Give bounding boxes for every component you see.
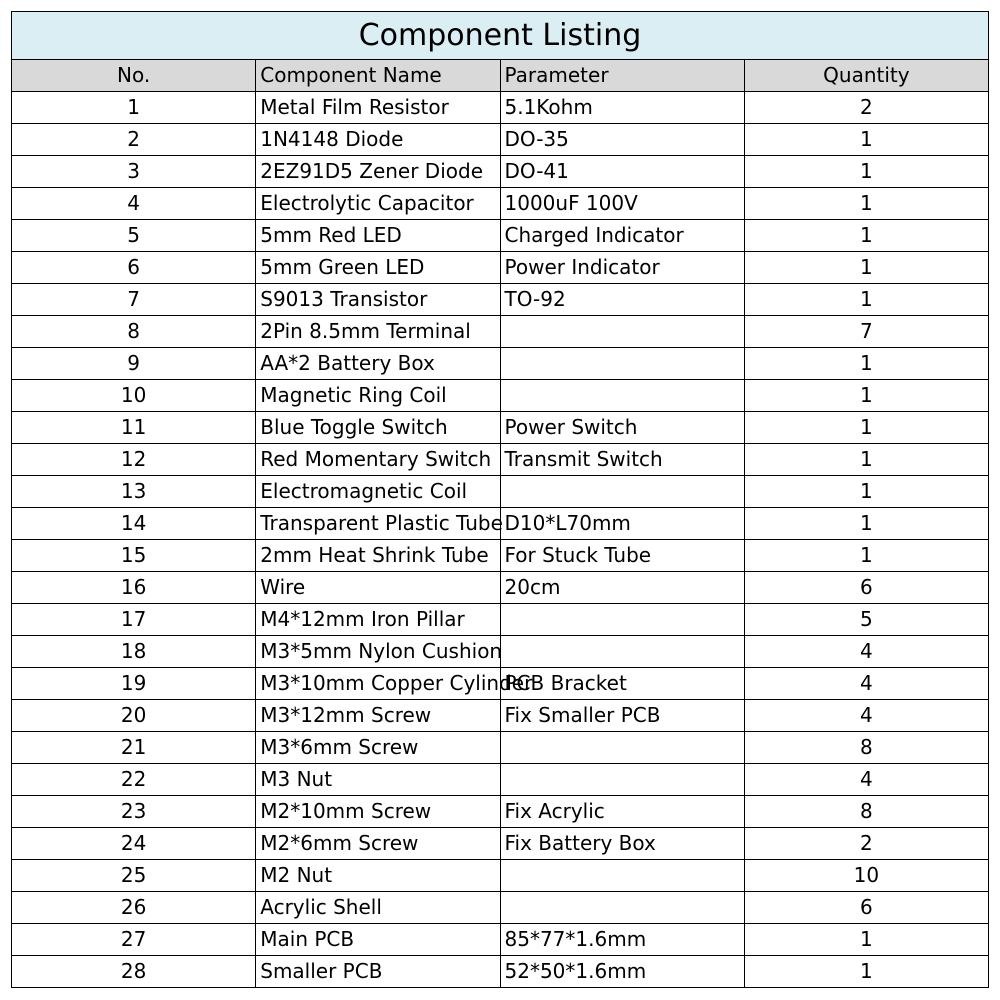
cell-component-name: Wire: [256, 572, 500, 604]
cell-quantity: 4: [744, 700, 988, 732]
cell-no: 5: [12, 220, 256, 252]
cell-component-name: M3*6mm Screw: [256, 732, 500, 764]
cell-no: 21: [12, 732, 256, 764]
table-row: [12, 764, 989, 796]
cell-quantity: 6: [744, 572, 988, 604]
cell-component-name: M4*12mm Iron Pillar: [256, 604, 500, 636]
table-row: [12, 668, 989, 700]
cell-parameter: 1000uF 100V: [500, 188, 744, 220]
component-listing-table: [11, 11, 989, 988]
cell-quantity: 1: [744, 540, 988, 572]
cell-no: 11: [12, 412, 256, 444]
table-row: [12, 796, 989, 828]
cell-no: 19: [12, 668, 256, 700]
cell-no: 13: [12, 476, 256, 508]
cell-no: 4: [12, 188, 256, 220]
table-row: [12, 284, 989, 316]
cell-quantity: 1: [744, 220, 988, 252]
table-row: [12, 540, 989, 572]
cell-parameter: PCB Bracket: [500, 668, 744, 700]
cell-quantity: 5: [744, 604, 988, 636]
cell-no: 24: [12, 828, 256, 860]
cell-component-name: Transparent Plastic Tube: [256, 508, 500, 540]
cell-no: 12: [12, 444, 256, 476]
component-listing-sheet: [11, 11, 989, 988]
cell-no: 20: [12, 700, 256, 732]
table-row: [12, 124, 989, 156]
cell-no: 14: [12, 508, 256, 540]
table-row: [12, 860, 989, 892]
column-header-parameter: Parameter: [500, 60, 744, 92]
header-row: [12, 60, 989, 92]
cell-quantity: 1: [744, 188, 988, 220]
cell-parameter: 52*50*1.6mm: [500, 956, 744, 988]
cell-component-name: M2 Nut: [256, 860, 500, 892]
table-row: [12, 316, 989, 348]
table-row: [12, 188, 989, 220]
cell-parameter: [500, 732, 744, 764]
table-row: [12, 572, 989, 604]
cell-parameter: 5.1Kohm: [500, 92, 744, 124]
cell-no: 17: [12, 604, 256, 636]
cell-parameter: [500, 604, 744, 636]
table-row: [12, 252, 989, 284]
cell-quantity: 2: [744, 828, 988, 860]
cell-no: 7: [12, 284, 256, 316]
table-row: [12, 156, 989, 188]
cell-no: 16: [12, 572, 256, 604]
cell-component-name: M3*10mm Copper Cylinder: [256, 668, 500, 700]
cell-parameter: TO-92: [500, 284, 744, 316]
cell-parameter: Power Switch: [500, 412, 744, 444]
cell-component-name: S9013 Transistor: [256, 284, 500, 316]
cell-parameter: [500, 380, 744, 412]
cell-parameter: 85*77*1.6mm: [500, 924, 744, 956]
cell-component-name: 1N4148 Diode: [256, 124, 500, 156]
cell-quantity: 1: [744, 252, 988, 284]
cell-quantity: 4: [744, 668, 988, 700]
cell-parameter: [500, 316, 744, 348]
table-row: [12, 956, 989, 988]
table-row: [12, 604, 989, 636]
cell-parameter: Power Indicator: [500, 252, 744, 284]
cell-quantity: 7: [744, 316, 988, 348]
cell-quantity: 8: [744, 732, 988, 764]
column-header-no: No.: [12, 60, 256, 92]
table-row: [12, 732, 989, 764]
cell-no: 25: [12, 860, 256, 892]
cell-parameter: For Stuck Tube: [500, 540, 744, 572]
cell-component-name: Main PCB: [256, 924, 500, 956]
cell-no: 27: [12, 924, 256, 956]
table-row: [12, 636, 989, 668]
cell-quantity: 1: [744, 156, 988, 188]
table-row: [12, 92, 989, 124]
cell-no: 2: [12, 124, 256, 156]
cell-quantity: 1: [744, 124, 988, 156]
cell-component-name: Red Momentary Switch: [256, 444, 500, 476]
cell-component-name: M2*10mm Screw: [256, 796, 500, 828]
cell-quantity: 1: [744, 380, 988, 412]
cell-parameter: Charged Indicator: [500, 220, 744, 252]
cell-no: 6: [12, 252, 256, 284]
cell-component-name: Electrolytic Capacitor: [256, 188, 500, 220]
cell-no: 15: [12, 540, 256, 572]
cell-component-name: Blue Toggle Switch: [256, 412, 500, 444]
cell-component-name: 5mm Red LED: [256, 220, 500, 252]
cell-quantity: 1: [744, 284, 988, 316]
column-header-quantity: Quantity: [744, 60, 988, 92]
cell-no: 1: [12, 92, 256, 124]
cell-component-name: 5mm Green LED: [256, 252, 500, 284]
cell-parameter: Fix Acrylic: [500, 796, 744, 828]
cell-component-name: 2Pin 8.5mm Terminal: [256, 316, 500, 348]
cell-parameter: [500, 348, 744, 380]
table-row: [12, 508, 989, 540]
cell-component-name: AA*2 Battery Box: [256, 348, 500, 380]
cell-no: 8: [12, 316, 256, 348]
cell-parameter: [500, 860, 744, 892]
cell-component-name: 2mm Heat Shrink Tube: [256, 540, 500, 572]
title-row: [12, 12, 989, 60]
cell-quantity: 1: [744, 444, 988, 476]
cell-quantity: 10: [744, 860, 988, 892]
cell-component-name: Smaller PCB: [256, 956, 500, 988]
cell-parameter: Fix Smaller PCB: [500, 700, 744, 732]
cell-no: 18: [12, 636, 256, 668]
table-row: [12, 220, 989, 252]
cell-parameter: Fix Battery Box: [500, 828, 744, 860]
cell-parameter: [500, 476, 744, 508]
cell-component-name: 2EZ91D5 Zener Diode: [256, 156, 500, 188]
cell-parameter: D10*L70mm: [500, 508, 744, 540]
cell-parameter: DO-41: [500, 156, 744, 188]
cell-component-name: Electromagnetic Coil: [256, 476, 500, 508]
cell-quantity: 4: [744, 636, 988, 668]
cell-quantity: 1: [744, 956, 988, 988]
table-row: [12, 828, 989, 860]
cell-component-name: Magnetic Ring Coil: [256, 380, 500, 412]
cell-no: 9: [12, 348, 256, 380]
cell-quantity: 4: [744, 764, 988, 796]
cell-quantity: 2: [744, 92, 988, 124]
table-row: [12, 924, 989, 956]
cell-component-name: M3*5mm Nylon Cushion: [256, 636, 500, 668]
table-row: [12, 476, 989, 508]
cell-no: 22: [12, 764, 256, 796]
cell-no: 23: [12, 796, 256, 828]
cell-quantity: 1: [744, 348, 988, 380]
cell-component-name: Acrylic Shell: [256, 892, 500, 924]
cell-parameter: DO-35: [500, 124, 744, 156]
cell-parameter: [500, 892, 744, 924]
table-row: [12, 700, 989, 732]
table-row: [12, 892, 989, 924]
cell-parameter: 20cm: [500, 572, 744, 604]
cell-component-name: M3 Nut: [256, 764, 500, 796]
cell-quantity: 6: [744, 892, 988, 924]
cell-component-name: M2*6mm Screw: [256, 828, 500, 860]
cell-component-name: Metal Film Resistor: [256, 92, 500, 124]
table-title: Component Listing: [12, 12, 989, 60]
cell-no: 3: [12, 156, 256, 188]
table-row: [12, 348, 989, 380]
cell-quantity: 1: [744, 924, 988, 956]
cell-quantity: 1: [744, 476, 988, 508]
cell-no: 10: [12, 380, 256, 412]
table-row: [12, 412, 989, 444]
cell-quantity: 8: [744, 796, 988, 828]
cell-quantity: 1: [744, 508, 988, 540]
cell-quantity: 1: [744, 412, 988, 444]
cell-component-name: M3*12mm Screw: [256, 700, 500, 732]
table-row: [12, 444, 989, 476]
cell-parameter: [500, 764, 744, 796]
column-header-component-name: Component Name: [256, 60, 500, 92]
table-body: [12, 92, 989, 988]
cell-no: 26: [12, 892, 256, 924]
cell-no: 28: [12, 956, 256, 988]
cell-parameter: [500, 636, 744, 668]
cell-parameter: Transmit Switch: [500, 444, 744, 476]
table-row: [12, 380, 989, 412]
